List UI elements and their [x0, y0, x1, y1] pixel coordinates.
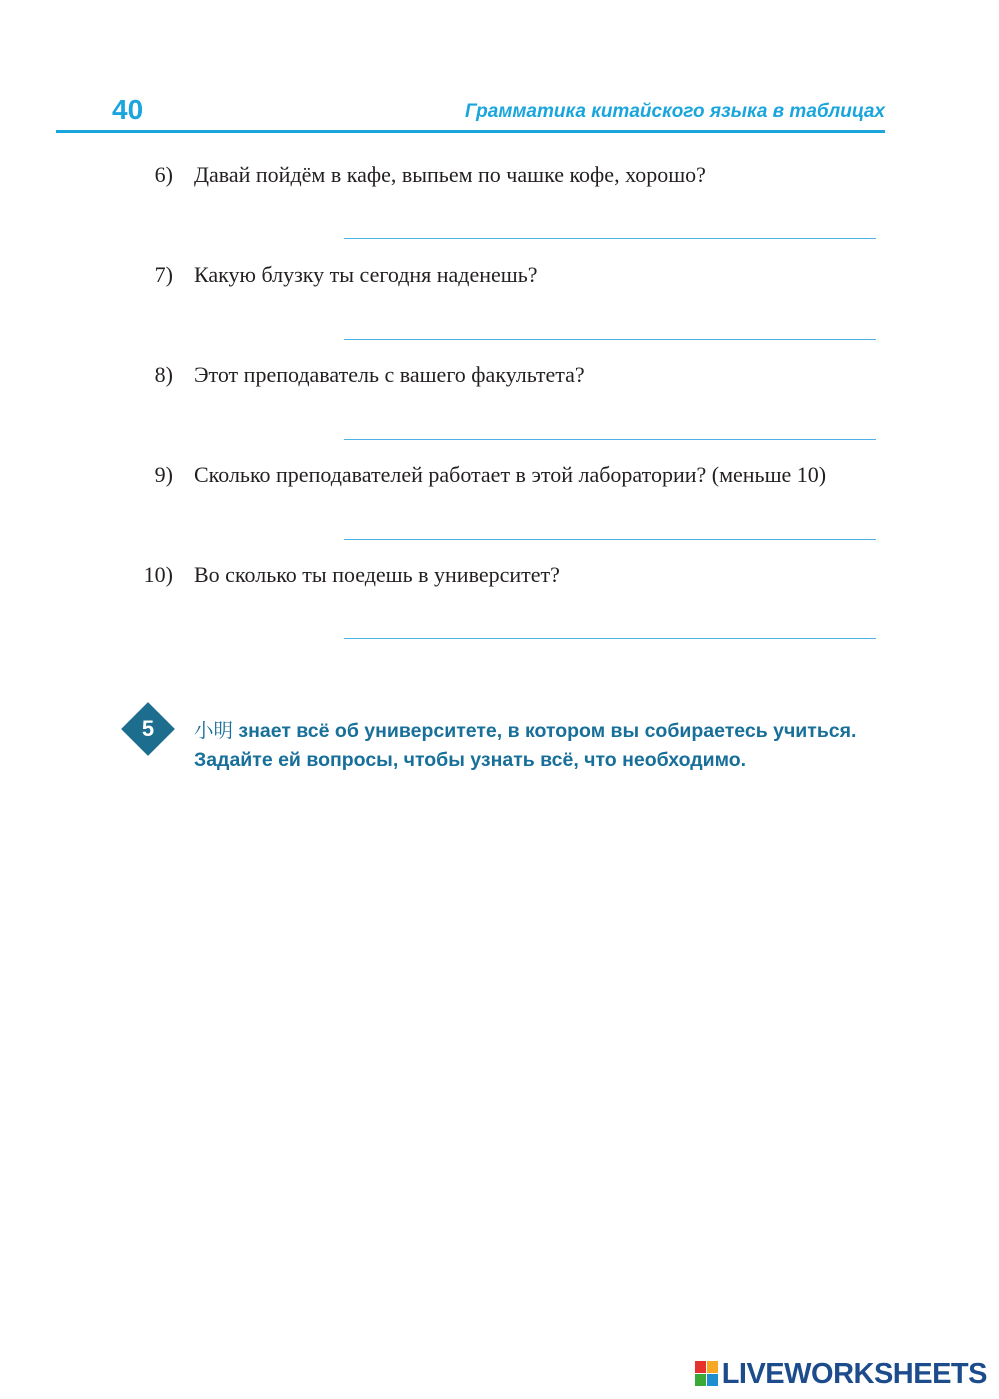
answer-field[interactable]: [344, 339, 876, 340]
logo-square-blue: [707, 1374, 718, 1386]
task-number: 5: [141, 716, 155, 741]
question-item: [0, 459, 999, 491]
header-divider: [56, 130, 885, 133]
task-instruction: [194, 716, 894, 775]
answer-field[interactable]: [344, 439, 876, 440]
page-number: 40: [112, 94, 144, 125]
question-number: 10): [143, 562, 173, 587]
answer-field[interactable]: [344, 539, 876, 540]
liveworksheets-text: LIVEWORKSHEETS: [721, 1358, 987, 1390]
question-item: [0, 559, 999, 591]
logo-square-red: [695, 1361, 706, 1373]
task-instruction-line-2: Задайте ей вопросы, чтобы узнать всё, что необходимо.: [194, 749, 747, 771]
question-number: 9): [154, 462, 173, 487]
question-number: 7): [154, 262, 173, 287]
task-instruction-text: знает всё об университете, в котором вы собираетесь учиться.: [233, 720, 857, 742]
question-item: [0, 259, 999, 291]
liveworksheets-logo-icon: [695, 1361, 719, 1387]
logo-square-green: [695, 1374, 706, 1386]
task-chinese-name: 小明: [194, 719, 234, 742]
question-text: Давай пойдём в кафе, выпьем по чашке кофе, хорошо?: [194, 162, 706, 187]
question-text: Какую блузку ты сегодня наденешь?: [194, 262, 538, 287]
question-number: 6): [154, 162, 173, 187]
book-title: Грамматика китайского языка в таблицах: [464, 101, 885, 122]
question-item: [0, 159, 999, 191]
answer-field[interactable]: [344, 238, 876, 239]
question-text: Этот преподаватель с вашего факультета?: [194, 362, 585, 387]
logo-square-orange: [707, 1361, 718, 1373]
question-number: 8): [154, 362, 173, 387]
task-instruction-line-1: [194, 716, 894, 746]
answer-field[interactable]: [344, 638, 876, 639]
question-item: [0, 359, 999, 391]
question-text: Сколько преподавателей работает в этой лаборатории? (меньше 10): [194, 462, 827, 487]
liveworksheets-watermark: [695, 1359, 987, 1389]
question-text: Во сколько ты поедешь в университет?: [194, 562, 560, 587]
